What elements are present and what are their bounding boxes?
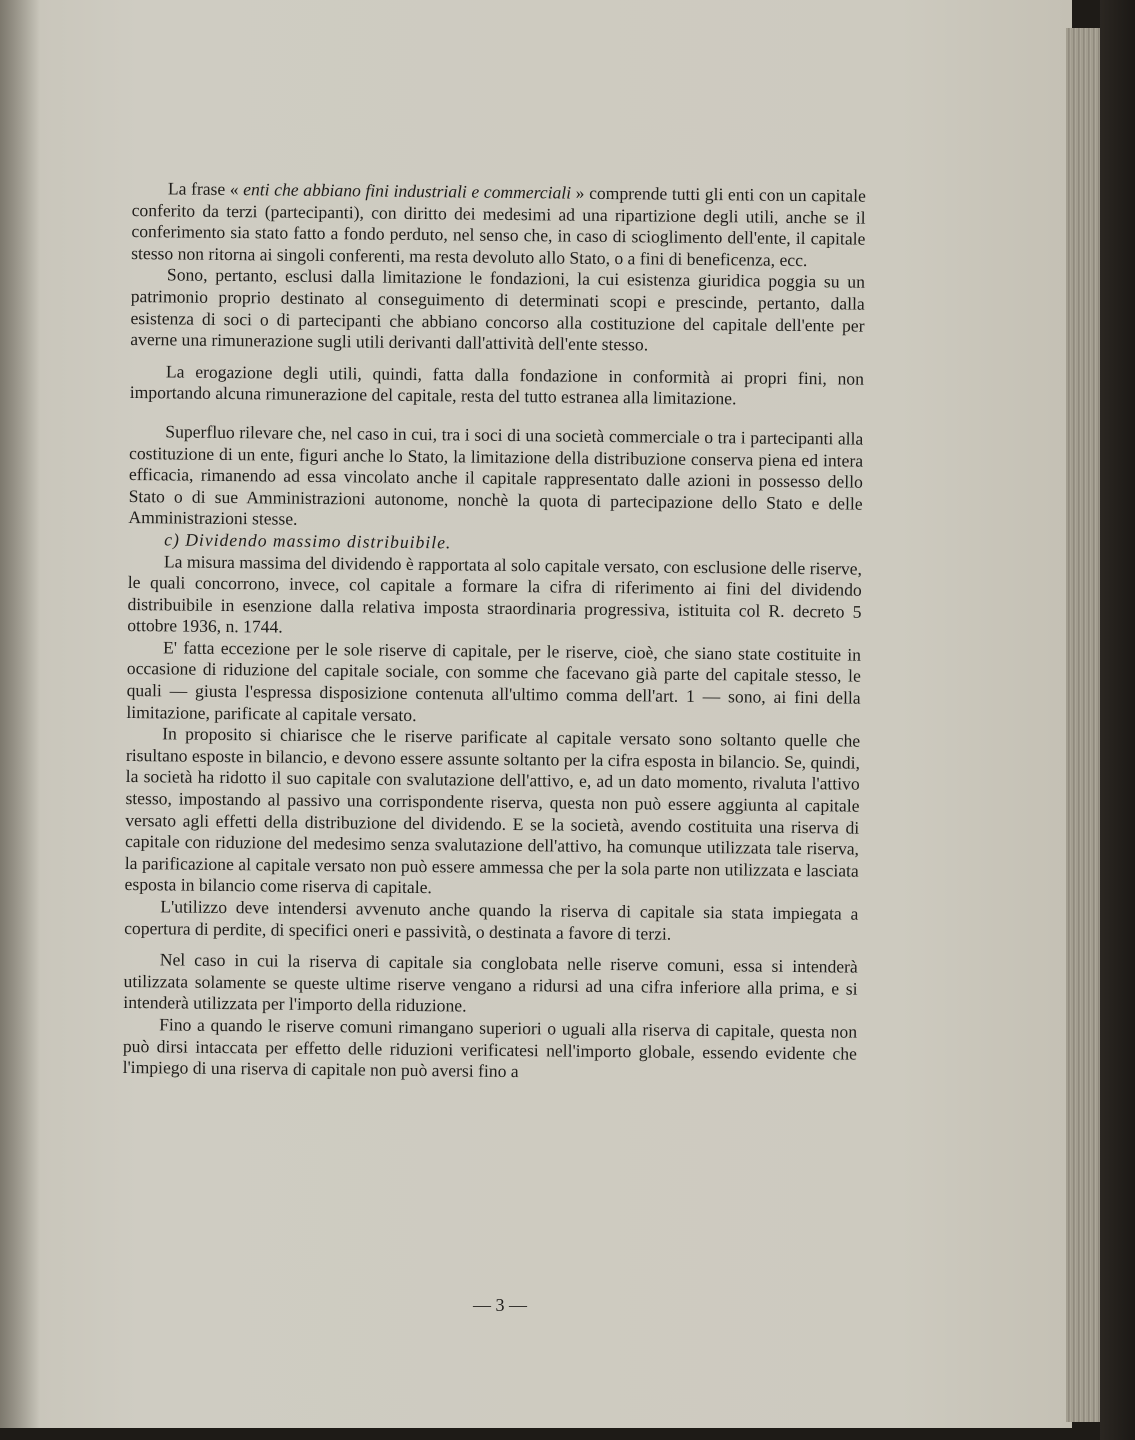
paragraph-8: L'utilizzo deve intendersi avvenuto anche quando la riserva di capitale sia stata impiegata a copertura di perdite, di specifici oneri e passività, o destinata a favore di terzi.: [124, 896, 859, 944]
spine-shadow: [0, 0, 40, 1428]
page-edges: [1066, 28, 1102, 1422]
body-text: [123, 178, 866, 1086]
paragraph-10: Fino a quando le riserve comuni rimangano superiori o uguali alla riserva di capitale, questa non può dirsi intaccata per effetto delle riduzioni verificatesi nell'importo globale, essendo evidente che l'impiego di una riserva di capitale non può aversi fino a: [122, 1014, 858, 1082]
quoted-phrase: enti che abbiano fini industriali e commerciali: [243, 179, 572, 203]
paragraph-1: La frase « enti che abbiano fini industriali e commerciali » comprende tutti gli enti con un capitale conferito da terzi (partecipanti), con diritto dei medesimi ad una ripartizione degli utili, anche se il conferimento sia stato fatto a fondo perduto, nel senso che, in caso di scioglimento dell'ente, il capitale stesso non ritorna ai singoli conferenti, ma resta devoluto allo Stato, o a fini di beneficenza, ecc.: [131, 178, 866, 270]
paragraph-6: E' fatta eccezione per le sole riserve di capitale, per le riserve, cioè, che siano state costituite in occasione di riduzione del capitale sociale, con somme che facevano già parte del capitale stesso, le quali — giusta l'espressa disposizione contenuta all'ultimo comma dell'art. 1 — sono, ai fini della limitazione, parificate al capitale versato.: [126, 637, 862, 725]
page-number: — 3 —: [473, 1295, 527, 1315]
paragraph-2: Sono, pertanto, esclusi dalla limitazione le fondazioni, la cui esistenza giuridica poggia su un patrimonio proprio destinato al conseguimento di determinati scopi e prescinde, pertanto, dalla esistenza di soci o di partecipanti che abbiano concorso alla costituzione del capitale dell'ente per averne una rimunerazione sugli utili derivanti dall'attività dell'ente stesso.: [130, 264, 866, 355]
paragraph-9: Nel caso in cui la riserva di capitale sia conglobata nelle riserve comuni, essa si intenderà utilizzata solamente se queste ultime riserve vengano a ridursi ad una cifra inferiore alla prima, e si intenderà utilizzata per l'importo della riduzione.: [123, 949, 858, 1016]
paragraph-3: La erogazione degli utili, quindi, fatta dalla fondazione in conformità ai propri fini, non importando alcuna rimunerazione del capitale, resta del tutto estranea alla limitazione.: [129, 361, 865, 409]
book-cover-edge: [1100, 0, 1135, 1440]
paragraph-4: Superfluo rilevare che, nel caso in cui, tra i soci di una società commerciale o tra i partecipanti alla costituzione di un ente, figuri anche lo Stato, la limitazione della distribuzione conserva piena ed intera efficacia, rimanendo ad essa vincolato anche il capitale rappresentato dalle azioni in possesso dello Stato o di sue Amministrazioni autonome, nonchè la quota di partecipazione dello Stato e delle Amministrazioni stesse.: [128, 421, 864, 530]
paragraph-5: La misura massima del dividendo è rapportata al solo capitale versato, con esclusione delle riserve, le quali concorrono, invece, col capitale a formare la cifra di riferimento ai fini del dividendo distribuibile in esenzione dalla relativa imposta straordinaria progressiva, istituita col R. decreto 5 ottobre 1936, n. 1744.: [127, 550, 863, 637]
section-heading: c) Dividendo massimo distribuibile.: [164, 529, 452, 553]
paragraph-7: In proposito si chiarisce che le riserve parificate al capitale versato sono soltanto quelle che risultano esposte in bilancio, e devono essere assunte soltanto per la cifra esposta in bilancio. Se, quindi, la società ha ridotto il suo capitale con svalutazione dell'attivo, e, ad un dato momento, rivaluta l'attivo stesso, impostando al passivo una corrispondente riserva, questa non può essere aggiunta al capitale versato agli effetti della distribuzione del dividendo. E se la società, avendo costituita una riserva di capitale con riduzione del medesimo senza svalutazione dell'attivo, ha comunque utilizzata tale riserva, la parificazione al capitale versato non può essere ammessa che per la sola parte non utilizzata e lasciata esposta in bilancio come riserva di capitale.: [124, 723, 861, 898]
